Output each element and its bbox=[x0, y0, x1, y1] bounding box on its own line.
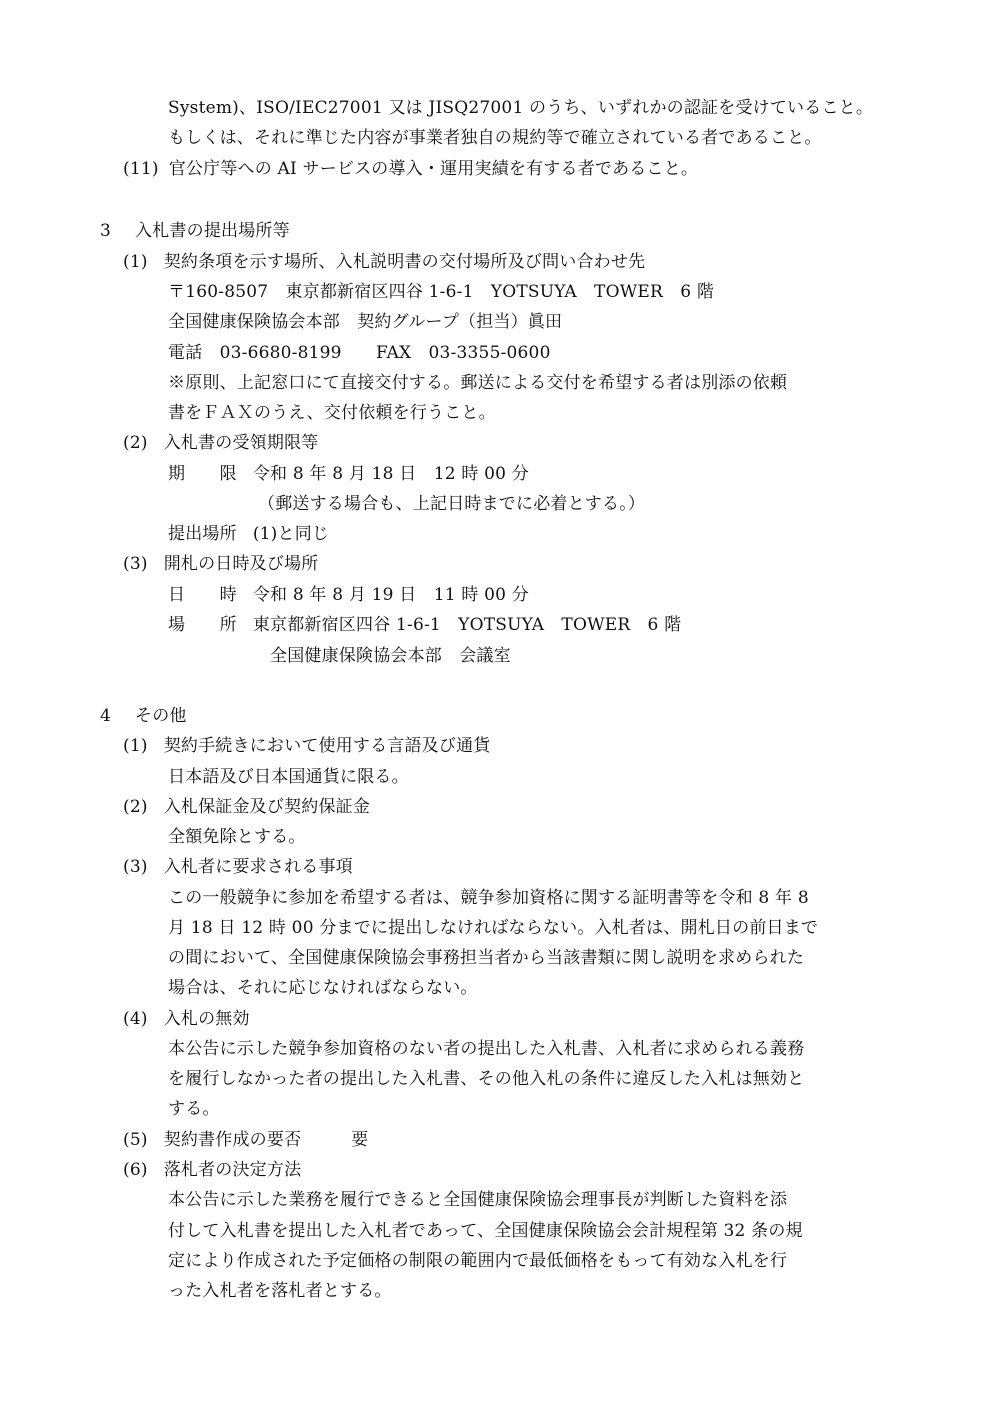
place-value: 東京都新宿区四谷 1-6-1 YOTSUYA TOWER 6 階 bbox=[252, 615, 682, 635]
item-number: (1) bbox=[123, 252, 148, 272]
s4-item-1-body: 日本語及び日本国通貨に限る。 bbox=[168, 767, 409, 787]
s3-opening-date bbox=[168, 584, 529, 606]
s4-item-3-body-4: 場合は、それに応じなければならない。 bbox=[168, 978, 478, 998]
s3-deadline bbox=[168, 463, 529, 485]
item-11 bbox=[123, 158, 698, 180]
s4-item-4-body-1: 本公告に示した競争参加資格のない者の提出した入札書、入札者に求められる義務 bbox=[168, 1039, 805, 1059]
s4-item-6-body-3: 定により作成された予定価格の制限の範囲内で最低価格をもって有効な入札を行 bbox=[168, 1251, 788, 1271]
item-number: (2) bbox=[123, 433, 148, 453]
item-value: 要 bbox=[351, 1130, 369, 1150]
s4-item-4-heading bbox=[123, 1008, 250, 1030]
item-number: (2) bbox=[123, 797, 148, 817]
continuation-line-2: もしくは、それに準じた内容が事業者独自の規約等で確立されている者であること。 bbox=[168, 128, 822, 148]
s3-item-2-heading bbox=[123, 432, 319, 454]
s3-phone-fax: 電話 03-6680-8199 FAX 03-3355-0600 bbox=[168, 343, 551, 363]
date-label: 日 時 bbox=[168, 585, 237, 605]
place-label: 提出場所 bbox=[168, 524, 237, 544]
s4-item-4-body-2: を履行しなかった者の提出した入札書、その他入札の条件に違反した入札は無効と bbox=[168, 1069, 805, 1089]
item-number: (3) bbox=[123, 857, 148, 877]
s3-deadline-note: （郵送する場合も、上記日時までに必着とする。） bbox=[258, 494, 646, 514]
s4-item-3-body-3: の間において、全国健康保険協会事務担当者から当該書類に関し説明を求められた bbox=[168, 948, 805, 968]
s3-organization: 全国健康保険協会本部 契約グループ（担当）眞田 bbox=[168, 312, 563, 332]
s4-item-3-body-1: この一般競争に参加を希望する者は、競争参加資格に関する証明書等を令和 8 年 8 bbox=[168, 888, 809, 908]
s4-item-6-heading bbox=[123, 1159, 301, 1181]
s4-item-6-body-2: 付して入札書を提出した入札者であって、全国健康保険協会会計規程第 32 条の規 bbox=[168, 1221, 803, 1241]
s3-opening-room: 全国健康保険協会本部 会議室 bbox=[270, 646, 511, 666]
s3-item-1-heading bbox=[123, 251, 645, 273]
section-3-heading bbox=[100, 220, 290, 242]
item-number: (5) bbox=[123, 1130, 148, 1150]
item-text: 官公庁等への AI サービスの導入・運用実績を有する者であること。 bbox=[168, 159, 699, 179]
s3-item-3-heading bbox=[123, 553, 319, 575]
item-title: 入札保証金及び契約保証金 bbox=[163, 797, 371, 817]
s4-item-2-body: 全額免除とする。 bbox=[168, 827, 306, 847]
s4-item-6-body-1: 本公告に示した業務を履行できると全国健康保険協会理事長が判断した資料を添 bbox=[168, 1190, 788, 1210]
item-title: 入札者に要求される事項 bbox=[163, 857, 353, 877]
section-title: その他 bbox=[135, 706, 187, 726]
continuation-line-1: System)、ISO/IEC27001 又は JISQ27001 のうち、いずれかの認証を受けていること。 bbox=[168, 98, 874, 118]
item-title: 開札の日時及び場所 bbox=[163, 554, 319, 574]
s4-item-1-heading bbox=[123, 735, 491, 757]
s3-opening-place bbox=[168, 614, 681, 636]
s3-note-line-2: 書をＦＡＸのうえ、交付依頼を行うこと。 bbox=[168, 403, 496, 423]
s4-item-4-body-3: する。 bbox=[168, 1099, 220, 1119]
section-number: 4 bbox=[100, 706, 112, 726]
item-title: 入札書の受領期限等 bbox=[163, 433, 319, 453]
item-title: 契約条項を示す場所、入札説明書の交付場所及び問い合わせ先 bbox=[163, 252, 646, 272]
item-title: 契約書作成の要否 bbox=[163, 1130, 302, 1150]
deadline-value: 令和 8 年 8 月 18 日 12 時 00 分 bbox=[252, 464, 529, 484]
s4-item-6-body-4: った入札者を落札者とする。 bbox=[168, 1281, 392, 1301]
item-number: (3) bbox=[123, 554, 148, 574]
s4-item-3-heading bbox=[123, 856, 353, 878]
place-value: (1)と同じ bbox=[252, 524, 330, 544]
section-number: 3 bbox=[100, 221, 112, 241]
s4-item-5-heading bbox=[123, 1129, 369, 1151]
s4-item-2-heading bbox=[123, 796, 370, 818]
s3-note-line-1: ※原則、上記窓口にて直接交付する。郵送による交付を希望する者は別添の依頼 bbox=[168, 373, 788, 393]
s4-item-3-body-2: 月 18 日 12 時 00 分までに提出しなければならない。入札者は、開札日の前日まで bbox=[168, 918, 819, 938]
s3-submission-place bbox=[168, 523, 329, 545]
section-title: 入札書の提出場所等 bbox=[135, 221, 290, 241]
s3-address: 〒160-8507 東京都新宿区四谷 1-6-1 YOTSUYA TOWER 6 階 bbox=[168, 282, 715, 302]
deadline-label: 期 限 bbox=[168, 464, 237, 484]
item-number: (6) bbox=[123, 1160, 148, 1180]
item-title: 契約手続きにおいて使用する言語及び通貨 bbox=[163, 736, 491, 756]
item-number: (11) bbox=[123, 159, 159, 179]
item-title: 入札の無効 bbox=[163, 1009, 250, 1029]
section-4-heading bbox=[100, 705, 187, 727]
place-label: 場 所 bbox=[168, 615, 237, 635]
date-value: 令和 8 年 8 月 19 日 11 時 00 分 bbox=[252, 585, 529, 605]
item-number: (1) bbox=[123, 736, 148, 756]
item-number: (4) bbox=[123, 1009, 148, 1029]
item-title: 落札者の決定方法 bbox=[163, 1160, 302, 1180]
